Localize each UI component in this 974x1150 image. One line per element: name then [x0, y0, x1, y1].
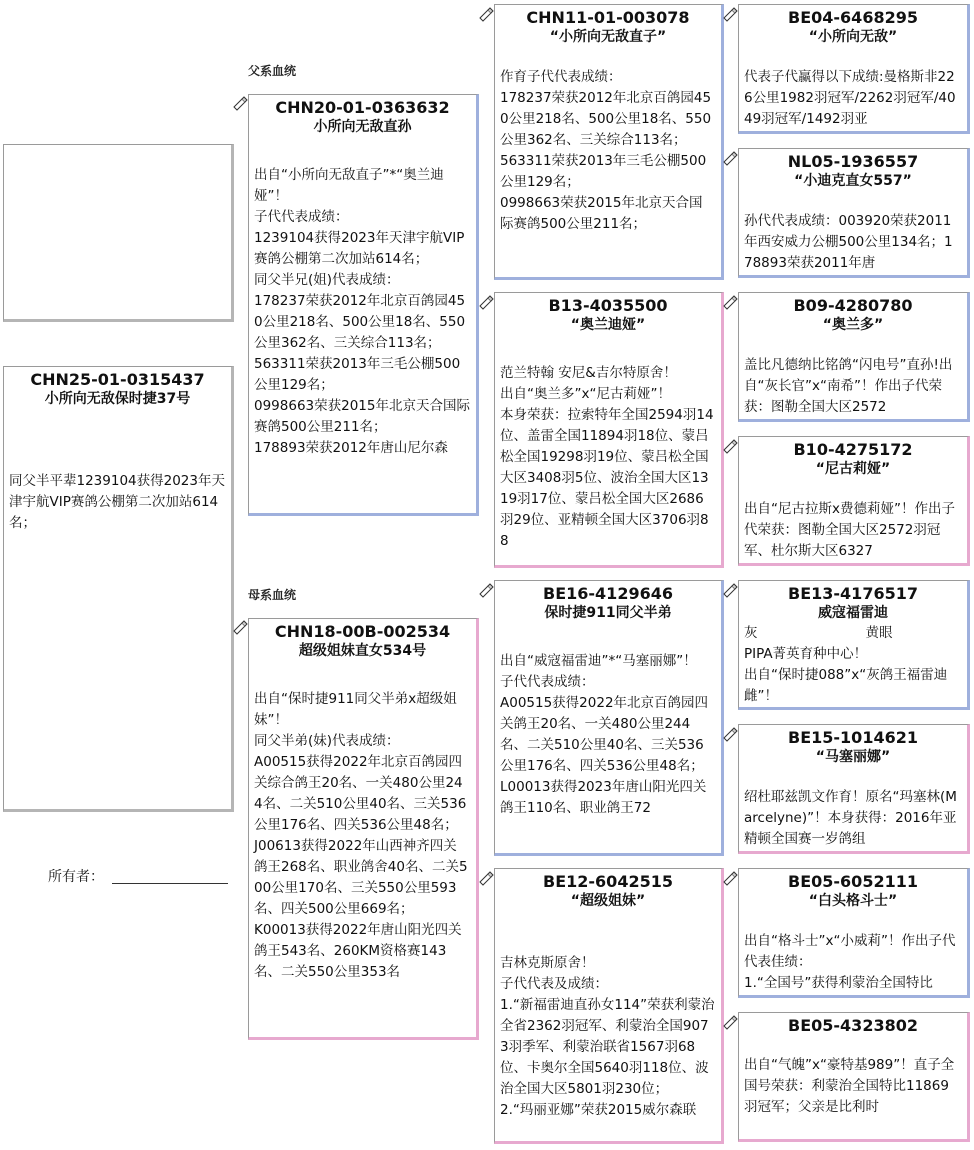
dd-name: “超级姐妹”	[570, 893, 646, 909]
edit-hand-icon[interactable]	[722, 6, 738, 22]
dam-name: 超级姐妹直女534号	[298, 643, 427, 659]
sss-desc: 代表子代赢得以下成绩:曼格斯非226公里1982羽冠军/2262羽冠军/4049羽冠军/1492羽亚	[744, 69, 956, 127]
edit-hand-icon[interactable]	[722, 1014, 738, 1030]
ds-name: 保时捷911同父半弟	[544, 605, 672, 621]
edit-hand-icon[interactable]	[232, 619, 248, 635]
sdd-name: “尼古莉娅”	[815, 461, 891, 477]
sd-card[interactable]	[494, 292, 724, 568]
sss-card[interactable]	[738, 4, 970, 134]
sd-desc: 范兰特翰 安尼&吉尔特原舍！ 出自“奥兰多”x“尼古莉娅”！ 本身荣获：拉索特年全国2594羽14位、盖雷全国11894羽18位、蒙吕松全国19298羽19位、蒙吕松全国大区3408羽5位、波治全国大区1319羽17位、蒙吕松全国大区2686羽29位、亚精顿全国大区3706羽88	[500, 365, 714, 549]
dds-card[interactable]	[738, 868, 970, 998]
sire-name: 小所向无敌直孙	[313, 119, 412, 135]
dam-card[interactable]	[248, 618, 479, 1040]
ss-card[interactable]	[494, 4, 724, 280]
edit-hand-icon[interactable]	[478, 870, 494, 886]
sss-name: “小所向无敌”	[808, 29, 898, 45]
subject-desc: 同父半平辈1239104获得2023年天津宇航VIP赛鸽公棚第二次加站614名；	[9, 473, 225, 531]
dam-desc: 出自“保时捷911同父半弟x超级姐妹”！ 同父半弟(妹)代表成绩： A00515获得2022年北京百鸽园四关综合鸽王20名、一关480公里244名、二关510公里40名、三关536公里176名、四关536公里48名； J00613获得2022年山西神齐四关鸽王268名、职业鸽舍40名、二关500公里170名、三关550公里593名、四关500公里669名； K00013获得2022年唐山阳光四关鸽王543名、260KM资格赛143名、二关550公里353名	[254, 691, 468, 980]
ss-desc: 作育子代代表成绩： 178237荣获2012年北京百鸽园450公里218名、500公里18名、550公里362名、三关综合113名； 563311荣获2013年三毛公棚500公里129名； 0998663荣获2015年北京天合国际赛鸽500公里211名；	[500, 69, 712, 232]
sdd-card[interactable]	[738, 436, 970, 566]
sds-name: “奥兰多”	[822, 317, 884, 333]
paternal-label: 父系血统	[248, 64, 297, 78]
sire-ring: CHN20-01-0363632	[275, 98, 450, 117]
edit-hand-icon[interactable]	[722, 150, 738, 166]
dds-ring: BE05-6052111	[788, 872, 918, 891]
dds-name: “白头格斗士”	[808, 893, 898, 909]
subject-card[interactable]	[3, 366, 234, 812]
ss-ring: CHN11-01-003078	[526, 8, 690, 27]
edit-hand-icon[interactable]	[722, 582, 738, 598]
dss-ring: BE13-4176517	[788, 584, 918, 603]
dsd-ring: BE15-1014621	[788, 728, 918, 747]
dd-desc: 吉林克斯原舍！ 子代代表及成绩： 1.“新福雷迪直孙女114”荣获利蒙治全省2362羽冠军、利蒙治全国9073羽季军、利蒙治联省1567羽68位、卡奥尔全国5640羽118位、波治全国大区5801羽230位； 2.“玛丽亚娜”荣获2015威尔森联	[500, 955, 715, 1118]
sds-ring: B09-4280780	[793, 296, 913, 315]
ddd-card[interactable]	[738, 1012, 970, 1142]
photo-frame	[3, 144, 234, 322]
sss-ring: BE04-6468295	[788, 8, 918, 27]
edit-hand-icon[interactable]	[722, 294, 738, 310]
sds-card[interactable]	[738, 292, 970, 422]
edit-hand-icon[interactable]	[722, 870, 738, 886]
maternal-label: 母系血统	[248, 588, 297, 602]
ssd-ring: NL05-1936557	[787, 152, 919, 171]
edit-hand-icon[interactable]	[478, 294, 494, 310]
dam-ring: CHN18-00B-002534	[274, 622, 451, 641]
ddd-ring: BE05-4323802	[788, 1016, 918, 1035]
sire-desc: 出自“小所向无敌直子”*“奥兰迪娅”！ 子代代表成绩： 1239104获得2023年天津宇航VIP赛鸽公棚第二次加站614名； 同父半兄(姐)代表成绩： 178237荣获2012年北京百鸽园450公里218名、500公里18名、550公里362名、三关综合113名； 563311荣获2013年三毛公棚500公里129名； 0998663荣获2015年北京天合国际赛鸽500公里211名； 178893荣获2012年唐山尼尔森	[254, 167, 470, 456]
ss-name: “小所向无敌直子”	[549, 29, 667, 45]
dds-desc: 出自“格斗士”x“小威莉”！作出子代代表佳绩： 1.“全国号”获得利蒙治全国特比	[744, 933, 956, 991]
owner-line	[112, 883, 228, 884]
edit-hand-icon[interactable]	[722, 438, 738, 454]
dss-name: 威寇福雷迪	[818, 605, 888, 621]
sds-desc: 盖比凡德纳比铭鸽“闪电号”直孙!出自“灰长官”x“南希”！作出子代荣获：图勒全国大区2572	[744, 357, 953, 415]
sd-name: “奥兰迪娅”	[570, 317, 646, 333]
ds-ring: BE16-4129646	[543, 584, 673, 603]
dsd-name: “马塞丽娜”	[815, 749, 891, 765]
dd-card[interactable]	[494, 868, 724, 1144]
sd-ring: B13-4035500	[548, 296, 668, 315]
ddd-desc: 出自“气魄”x“豪特基989”！直子全国号荣获：利蒙治全国特比11869羽冠军；父亲是比利时	[744, 1057, 955, 1115]
subject-name: 小所向无敌保时捷37号	[44, 391, 191, 407]
edit-hand-icon[interactable]	[722, 726, 738, 742]
subject-ring: CHN25-01-0315437	[30, 370, 205, 389]
dsd-desc: 绍杜耶兹凯文作育！原名“玛塞林(Marcelyne)”！本身获得：2016年亚精顿全国赛一岁鸽组	[744, 789, 957, 847]
sdd-ring: B10-4275172	[793, 440, 913, 459]
ds-card[interactable]	[494, 580, 724, 856]
ssd-name: “小迪克直女557”	[794, 173, 912, 189]
ds-desc: 出自“威寇福雷迪”*“马塞丽娜”！ 子代代表成绩： A00515获得2022年北京百鸽园四关鸽王20名、一关480公里244名、二关510公里40名、三关536公里176名、四关536公里48名； L00013获得2023年唐山阳光四关鸽王110名、职业鸽王72	[500, 653, 709, 816]
ssd-card[interactable]	[738, 148, 970, 278]
sire-card[interactable]	[248, 94, 479, 516]
edit-hand-icon[interactable]	[478, 582, 494, 598]
ssd-desc: 孙代代表成绩：003920荣获2011年西安威力公棚500公里134名；178893荣获2011年唐	[744, 213, 953, 271]
dsd-card[interactable]	[738, 724, 970, 854]
dd-ring: BE12-6042515	[543, 872, 673, 891]
owner-label: 所有者：	[48, 869, 104, 885]
sdd-desc: 出自“尼古拉斯x费德莉娅”！作出子代荣获：图勒全国大区2572羽冠军、杜尔斯大区6327	[744, 501, 955, 559]
dss-card[interactable]	[738, 580, 970, 710]
dss-desc: 灰 黄眼 PIPA菁英育种中心！ 出自“保时捷088”x“灰鸽王福雷迪雌”！	[744, 625, 948, 704]
edit-hand-icon[interactable]	[478, 6, 494, 22]
edit-hand-icon[interactable]	[232, 95, 248, 111]
